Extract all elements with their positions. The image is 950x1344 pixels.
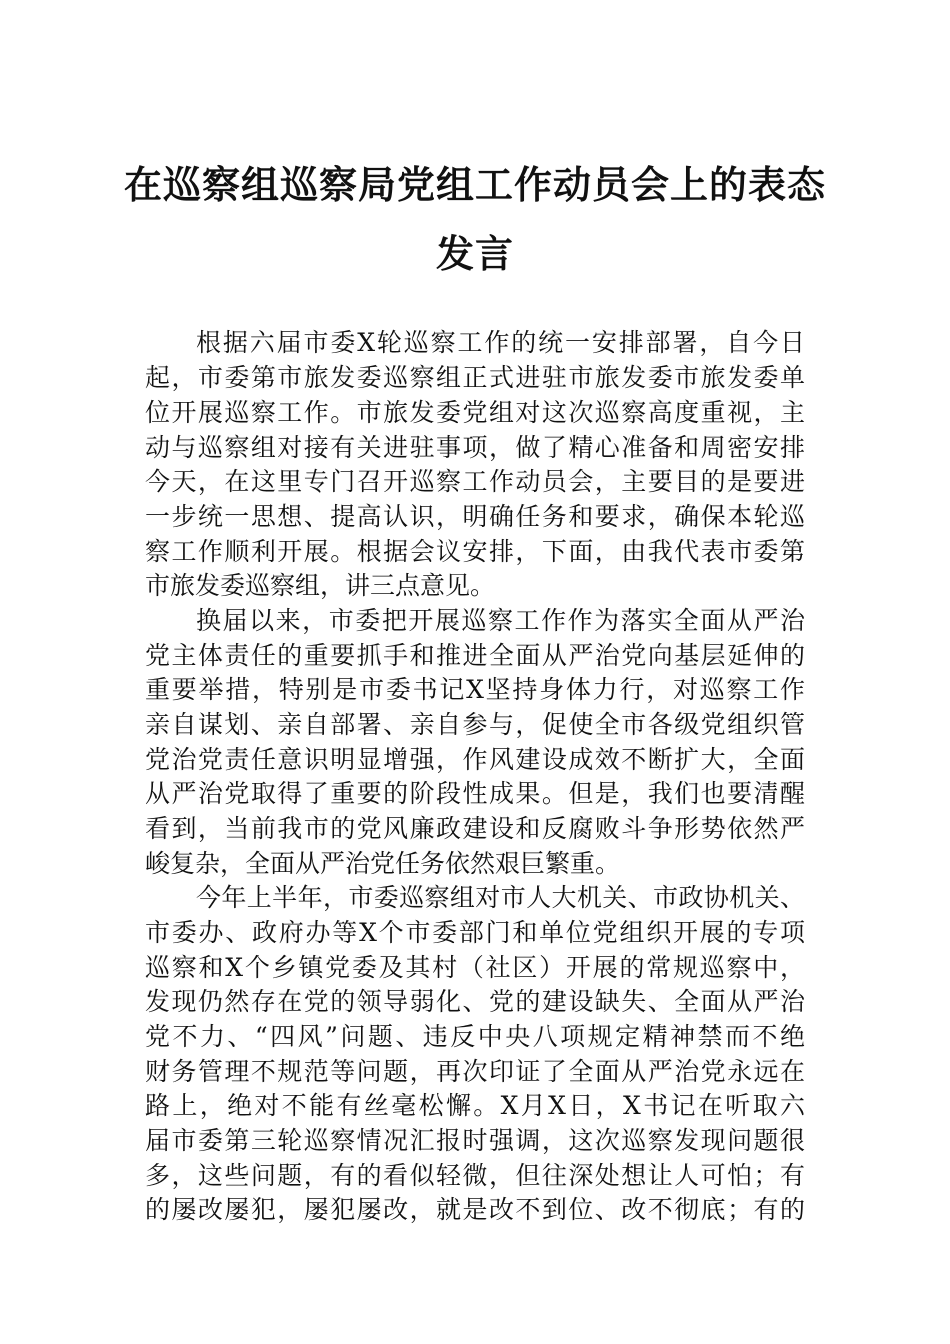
body-text-line: 根据六届市委X轮巡察工作的统一安排部署，自今日 (196, 328, 805, 357)
body-text-line: 峻复杂，全面从严治党任务依然艰巨繁重。 (145, 849, 621, 878)
body-text-line: 届市委第三轮巡察情况汇报时强调，这次巡察发现问题很 (145, 1126, 805, 1155)
body-text-line: 亲自谋划、亲自部署、亲自参与，促使全市各级党组织管 (145, 710, 805, 739)
body-text-line: 从严治党取得了重要的阶段性成果。但是，我们也要清醒 (145, 779, 805, 808)
body-text-line: 巡察和X个乡镇党委及其村（社区）开展的常规巡察中， (145, 953, 805, 982)
body-text-line: 今年上半年，市委巡察组对市人大机关、市政协机关、 (196, 883, 805, 912)
body-text-line: 重要举措，特别是市委书记X坚持身体力行，对巡察工作 (145, 675, 805, 704)
body-text-line: 党治党责任意识明显增强，作风建设成效不断扩大，全面 (145, 745, 805, 774)
body-text-line: 动与巡察组对接有关进驻事项，做了精心准备和周密安排 (145, 433, 805, 462)
body-text-line: 的屡改屡犯，屡犯屡改，就是改不到位、改不彻底；有的 (145, 1195, 805, 1224)
document-title-line-2: 发言 (435, 231, 514, 276)
body-text-line: 一步统一思想、提高认识，明确任务和要求，确保本轮巡 (145, 502, 805, 531)
body-text-line: 路上，绝对不能有丝毫松懈。X月X日，X书记在听取六 (145, 1091, 805, 1120)
body-text-line: 市旅发委巡察组，讲三点意见。 (145, 571, 496, 600)
body-text-line: 财务管理不规范等问题，再次印证了全面从严治党永远在 (145, 1057, 805, 1086)
body-text-line: 党主体责任的重要抓手和推进全面从严治党向基层延伸的 (145, 641, 805, 670)
body-text-line: 发现仍然存在党的领导弱化、党的建设缺失、全面从严治 (145, 987, 805, 1016)
body-text-line: 察工作顺利开展。根据会议安排，下面，由我代表市委第 (145, 537, 805, 566)
body-text-line: 党不力、“四风”问题、违反中央八项规定精神禁而不绝 (145, 1022, 805, 1051)
body-text-line: 位开展巡察工作。市旅发委党组对这次巡察高度重视，主 (145, 398, 805, 427)
body-text-line: 看到，当前我市的党风廉政建设和反腐败斗争形势依然严 (145, 814, 805, 843)
body-text-line: 今天，在这里专门召开巡察工作动员会，主要目的是要进 (145, 467, 805, 496)
body-text-line: 换届以来，市委把开展巡察工作作为落实全面从严治 (196, 606, 805, 635)
body-text-line: 多，这些问题，有的看似轻微，但往深处想让人可怕；有 (145, 1161, 805, 1190)
document-title-line-1: 在巡察组巡察局党组工作动员会上的表态 (123, 162, 826, 207)
body-text-line: 市委办、政府办等X个市委部门和单位党组织开展的专项 (145, 918, 805, 947)
body-text-line: 起，市委第市旅发委巡察组正式进驻市旅发委市旅发委单 (145, 363, 805, 392)
